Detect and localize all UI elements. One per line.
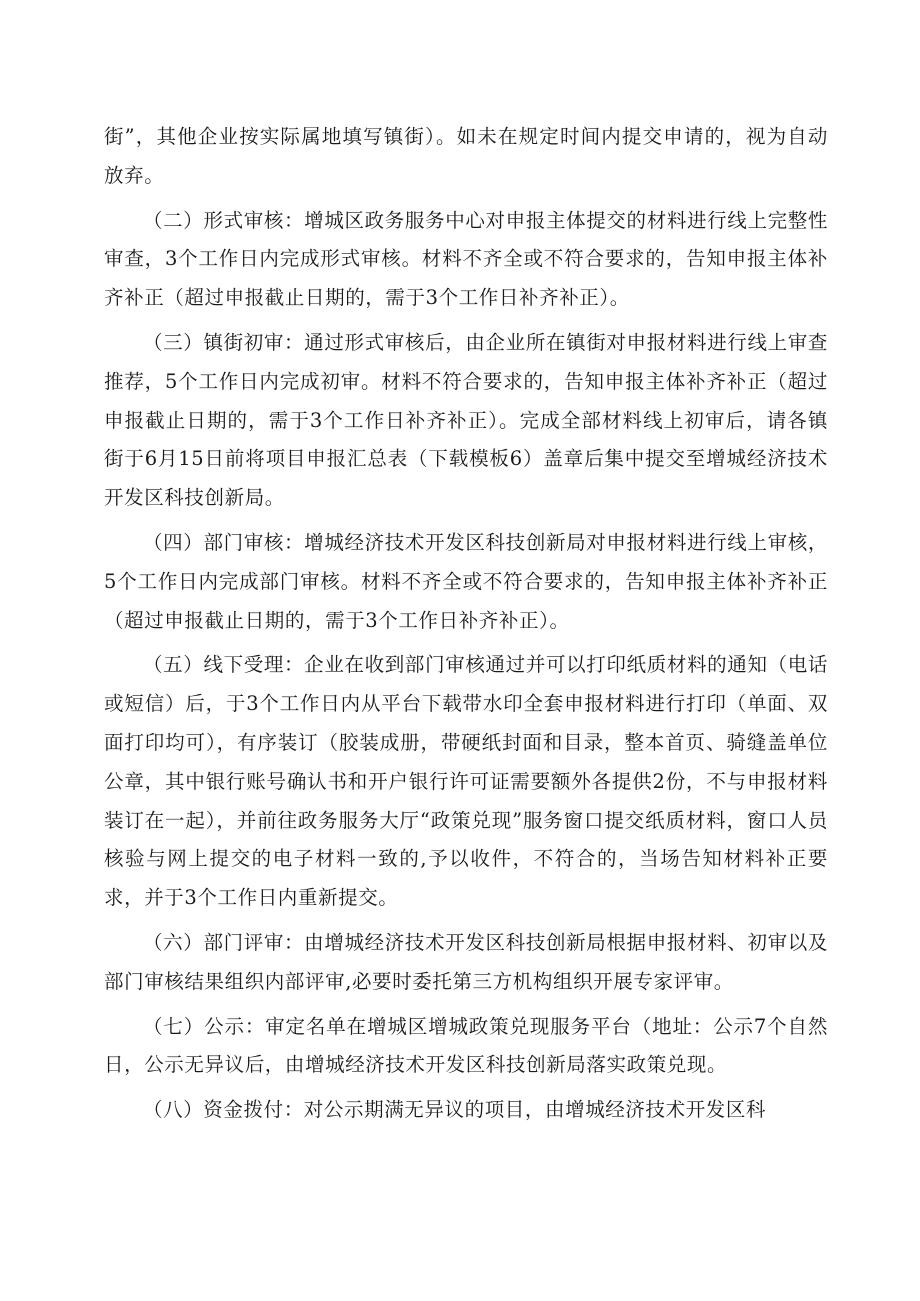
paragraph-department-evaluation: （六）部门评审：由增城经济技术开发区科技创新局根据申报材料、初审以及部门审核结果组织内部评审,必要时委托第三方机构组织开展专家评审。	[104, 930, 828, 993]
paragraph-department-review: （四）部门审核：增城经济技术开发区科技创新局对申报材料进行线上审核，5个工作日内完成部门审核。材料不齐全或不符合要求的，告知申报主体补齐补正（超过申报截止日期的，需于3个工作日补齐补正）。	[104, 530, 828, 632]
paragraph-publicity: （七）公示：审定名单在增城区增城政策兑现服务平台（地址：公示7个自然日，公示无异议后，由增城经济技术开发区科技创新局落实政策兑现。	[104, 1014, 828, 1077]
paragraph-fund-allocation: （八）资金拨付：对公示期满无异议的项目，由增城经济技术开发区科	[143, 1098, 767, 1122]
document-body	[104, 118, 828, 1136]
paragraph-offline-acceptance: （五）线下受理：企业在收到部门审核通过并可以打印纸质材料的通知（电话或短信）后，于3个工作日内从平台下载带水印全套申报材料进行打印（单面、双面打印均可），有序装订（胶装成册，带硬纸封面和目录，整本首页、骑缝盖单位公章，其中银行账号确认书和开户银行许可证需要额外各提供2份，不与申报材料装订在一起），并前往政务服务大厅“政策兑现”服务窗口提交纸质材料，窗口人员核验与网上提交的电子材料一致的,予以收件，不符合的，当场告知材料补正要求，并于3个工作日内重新提交。	[104, 653, 828, 910]
paragraph-continuation: 街”，其他企业按实际属地填写镇街）。如未在规定时间内提交申请的，视为自动放弃。	[104, 125, 828, 187]
paragraph-formal-review: （二）形式审核：增城区政务服务中心对申报主体提交的材料进行线上完整性审查，3个工作日内完成形式审核。材料不齐全或不符合要求的，告知申报主体补齐补正（超过申报截止日期的，需于3个工作日补齐补正）。	[104, 208, 828, 310]
paragraph-town-preliminary-review: （三）镇街初审：通过形式审核后，由企业所在镇街对申报材料进行线上审查推荐，5个工作日内完成初审。材料不符合要求的，告知申报主体补齐补正（超过申报截止日期的，需于3个工作日补齐补正）。完成全部材料线上初审后，请各镇街于6月15日前将项目申报汇总表（下载模板6）盖章后集中提交至增城经济技术开发区科技创新局。	[104, 330, 828, 510]
